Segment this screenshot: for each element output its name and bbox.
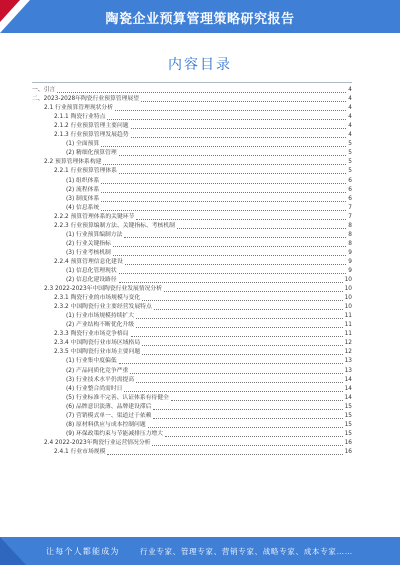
toc-entry[interactable] <box>32 267 352 276</box>
toc-entry-page: 10 <box>344 304 352 311</box>
toc-leader-dots <box>153 408 342 410</box>
toc-leader-dots <box>115 109 346 111</box>
toc-entry[interactable] <box>32 176 352 185</box>
toc-entry[interactable] <box>32 285 352 294</box>
toc-entry[interactable] <box>32 122 352 131</box>
toc-entry-page: 9 <box>348 249 352 256</box>
toc-entry-page: 4 <box>348 132 352 139</box>
toc-entry-page: 15 <box>344 412 352 419</box>
toc-entry-page: 8 <box>348 231 352 238</box>
toc-leader-dots <box>141 100 346 102</box>
toc-entry-page: 6 <box>348 195 352 202</box>
toc-leader-dots <box>136 381 343 383</box>
toc-entry-page: 11 <box>344 322 352 329</box>
toc-leader-dots <box>164 290 343 292</box>
toc-entry-title: (1) 行业预算编制方法 <box>66 231 123 238</box>
toc-entry-title: (2) 产业结构不断优化升级 <box>66 322 135 329</box>
toc-leader-dots <box>142 299 342 301</box>
toc-entry-page: 11 <box>344 331 352 338</box>
toc-entry-title: 2.3.3 陶瓷行业市场竞争格局 <box>54 331 129 338</box>
toc-entry-page: 5 <box>348 150 352 157</box>
toc-entry-title: 2.3.2 中国陶瓷行业主要经营发展特点 <box>54 304 152 311</box>
toc-entry[interactable] <box>32 167 352 176</box>
toc-leader-dots <box>131 127 347 129</box>
toc-leader-dots <box>142 344 342 346</box>
toc-leader-dots <box>177 227 346 229</box>
toc-entry-title: 2.3 2022-2023年中国陶瓷行业发展情况分析 <box>44 286 163 293</box>
toc-entry-title: (1) 行业集中度偏低 <box>66 358 117 365</box>
toc-entry-title: (1) 信息化管理现状 <box>66 267 117 274</box>
toc-entry-page: 15 <box>344 403 352 410</box>
footer-stripe <box>0 537 26 565</box>
toc-leader-dots <box>152 444 342 446</box>
toc-leader-dots <box>103 163 346 165</box>
toc-leader-dots <box>136 218 346 220</box>
toc-entry-title: (1) 全面预算 <box>66 141 100 148</box>
toc-leader-dots <box>101 145 346 147</box>
toc-leader-dots <box>136 317 343 319</box>
toc-entry-page: 12 <box>344 349 352 356</box>
toc-leader-dots <box>119 272 347 274</box>
toc-leader-dots <box>131 335 343 337</box>
toc-title: 内容目录 <box>168 57 232 73</box>
toc-entry[interactable] <box>32 276 352 285</box>
toc-entry-title: (2) 产品同质化竞争严重 <box>66 367 129 374</box>
toc-leader-dots <box>153 417 342 419</box>
toc-entry-title: 2.3.4 中国陶瓷行业市场区域格局 <box>54 340 141 347</box>
toc-entry-title: (2) 行业关键指标 <box>66 240 111 247</box>
toc-entry[interactable] <box>32 303 352 312</box>
toc-entry[interactable] <box>32 321 352 330</box>
toc-entry[interactable] <box>32 213 352 222</box>
toc-entry[interactable] <box>32 312 352 321</box>
toc-entry-title: 2.1.1 陶瓷行业特点 <box>54 114 106 121</box>
toc-leader-dots <box>57 91 346 93</box>
toc-entry-title: 2.2.2 预算管理体系的关键环节 <box>54 213 135 220</box>
toc-leader-dots <box>148 426 343 428</box>
toc-leader-dots <box>113 245 346 247</box>
toc-entry-page: 9 <box>348 267 352 274</box>
toc-divider <box>32 82 352 83</box>
toc-leader-dots <box>119 281 343 283</box>
toc-entry[interactable] <box>32 421 352 430</box>
toc-entry-page: 15 <box>344 421 352 428</box>
toc-leader-dots <box>119 154 347 156</box>
toc-entry[interactable] <box>32 330 352 339</box>
toc-entry-title: (1) 组织体系 <box>66 177 100 184</box>
toc-entry[interactable] <box>32 366 352 375</box>
toc-entry-page: 14 <box>344 376 352 383</box>
toc-list <box>32 86 352 457</box>
toc-entry-page: 4 <box>348 123 352 130</box>
toc-leader-dots <box>113 254 346 256</box>
toc-entry-title: (3) 行业技术水平仍需提高 <box>66 376 135 383</box>
toc-entry[interactable] <box>32 186 352 195</box>
toc-entry-title: (3) 制度体系 <box>66 195 100 202</box>
toc-entry[interactable] <box>32 376 352 385</box>
toc-leader-dots <box>125 263 347 265</box>
toc-entry[interactable] <box>32 357 352 366</box>
toc-leader-dots <box>101 200 346 202</box>
toc-entry-title: (1) 行业市场规模持续扩大 <box>66 313 135 320</box>
toc-entry-title: 2.3.1 陶瓷行业的市场规模与变化 <box>54 295 141 302</box>
footer-bar <box>0 537 400 565</box>
toc-entry-page: 8 <box>348 240 352 247</box>
toc-entry-page: 11 <box>344 313 352 320</box>
toc-entry[interactable] <box>32 240 352 249</box>
toc-entry-title: 2.2.3 行业预算编制方法、关键指标、考核机制 <box>54 222 175 229</box>
toc-entry-page: 14 <box>344 394 352 401</box>
toc-leader-dots <box>124 390 342 392</box>
toc-entry-title: 二、2023-2028年陶瓷行业预算管理展望 <box>32 96 139 103</box>
toc-entry-page: 9 <box>348 258 352 265</box>
toc-entry-page: 16 <box>344 439 352 446</box>
toc-leader-dots <box>101 191 346 193</box>
toc-entry[interactable] <box>32 140 352 149</box>
toc-entry-title: (4) 行业整合尚需时日 <box>66 385 123 392</box>
toc-entry-page: 5 <box>348 141 352 148</box>
toc-entry-title: 2.4 2022-2023年陶瓷行业运营情况分析 <box>44 439 151 446</box>
toc-leader-dots <box>130 372 342 374</box>
toc-entry[interactable] <box>32 131 352 140</box>
toc-entry-page: 6 <box>348 186 352 193</box>
toc-leader-dots <box>101 182 346 184</box>
toc-entry-page: 7 <box>348 213 352 220</box>
toc-entry-title: 2.2.4 预算管理信息化建设 <box>54 258 123 265</box>
toc-leader-dots <box>131 136 347 138</box>
toc-entry[interactable] <box>32 95 352 104</box>
toc-leader-dots <box>107 453 342 455</box>
toc-entry-page: 4 <box>348 105 352 112</box>
toc-entry-page: 13 <box>344 367 352 374</box>
toc-entry[interactable] <box>32 104 352 113</box>
toc-entry-page: 14 <box>344 385 352 392</box>
toc-entry-title: (3) 行业考核机制 <box>66 249 111 256</box>
toc-leader-dots <box>154 308 343 310</box>
toc-entry[interactable] <box>32 412 352 421</box>
toc-entry-title: (2) 流程体系 <box>66 186 100 193</box>
toc-entry-title: 2.2 预算管理体系构建 <box>44 159 102 166</box>
toc-entry-page: 10 <box>344 295 352 302</box>
toc-entry-title: 一、引言 <box>32 87 56 94</box>
toc-entry[interactable] <box>32 86 352 95</box>
toc-leader-dots <box>101 209 346 211</box>
toc-entry[interactable] <box>32 348 352 357</box>
toc-entry[interactable] <box>32 294 352 303</box>
toc-leader-dots <box>165 435 343 437</box>
toc-entry[interactable] <box>32 403 352 412</box>
toc-leader-dots <box>119 172 346 174</box>
toc-entry[interactable] <box>32 430 352 439</box>
toc-entry[interactable] <box>32 231 352 240</box>
toc-entry-title: (2) 精细化预算管理 <box>66 150 117 157</box>
toc-entry-page: 7 <box>348 204 352 211</box>
toc-entry[interactable] <box>32 113 352 122</box>
toc-entry-page: 10 <box>344 277 352 284</box>
header-bar <box>0 0 400 33</box>
toc-leader-dots <box>124 236 346 238</box>
toc-entry-page: 8 <box>348 222 352 229</box>
toc-entry[interactable] <box>32 149 352 158</box>
toc-entry-title: (2) 信息化建设路径 <box>66 277 117 284</box>
toc-entry-page: 16 <box>344 448 352 455</box>
toc-entry-title: (5) 行业标准不完善、认证体系有待健全 <box>66 394 169 401</box>
toc-entry-page: 6 <box>348 177 352 184</box>
toc-entry-title: 2.1 行业预算管理现状分析 <box>44 105 114 112</box>
toc-entry[interactable] <box>32 439 352 448</box>
toc-entry-page: 5 <box>348 159 352 166</box>
toc-leader-dots <box>107 118 346 120</box>
toc-entry-page: 15 <box>344 430 352 437</box>
report-title: 陶瓷企业预算管理策略研究报告 <box>105 12 295 27</box>
toc-entry[interactable] <box>32 258 352 267</box>
toc-entry-title: (6) 品牌意识淡薄、品牌建设滞后 <box>66 403 152 410</box>
toc-entry-page: 13 <box>344 358 352 365</box>
toc-entry[interactable] <box>32 394 352 403</box>
toc-entry-page: 4 <box>348 114 352 121</box>
toc-entry-page: 4 <box>348 87 352 94</box>
toc-entry-title: (9) 环保政策约束与节能减排压力增大 <box>66 430 164 437</box>
toc-entry[interactable] <box>32 339 352 348</box>
toc-leader-dots <box>171 399 343 401</box>
footer-tagline: 行业专家、管理专家、营销专家、战略专家、成本专家…… <box>140 547 353 556</box>
toc-leader-dots <box>136 326 343 328</box>
toc-entry-title: (4) 信息系统 <box>66 204 100 211</box>
toc-entry-page: 5 <box>348 168 352 175</box>
toc-entry-title: (7) 营销模式单一、渠道过于依赖 <box>66 412 152 419</box>
toc-entry-title: 2.1.3 行业预算管理发展趋势 <box>54 132 129 139</box>
toc-entry-title: 2.4.1 行业市场规模 <box>54 448 106 455</box>
toc-entry[interactable] <box>32 158 352 167</box>
toc-entry-page: 4 <box>348 96 352 103</box>
footer-slogan: 让每个人都能成为 <box>46 547 120 556</box>
toc-entry[interactable] <box>32 249 352 258</box>
toc-entry-page: 12 <box>344 340 352 347</box>
toc-entry-title: (8) 原材料供应与成本控制问题 <box>66 421 146 428</box>
toc-entry-title: 2.2.1 行业预算管理体系 <box>54 168 117 175</box>
toc-leader-dots <box>142 353 342 355</box>
toc-entry-title: 2.1.2 行业预算管理主要问题 <box>54 123 129 130</box>
toc-entry[interactable] <box>32 222 352 231</box>
toc-entry-title: 2.3.5 中国陶瓷行业市场主要问题 <box>54 349 141 356</box>
toc-leader-dots <box>119 362 343 364</box>
toc-entry[interactable] <box>32 195 352 204</box>
toc-entry-page: 10 <box>344 286 352 293</box>
toc-entry[interactable] <box>32 204 352 213</box>
toc-entry[interactable] <box>32 385 352 394</box>
toc-entry[interactable] <box>32 448 352 457</box>
